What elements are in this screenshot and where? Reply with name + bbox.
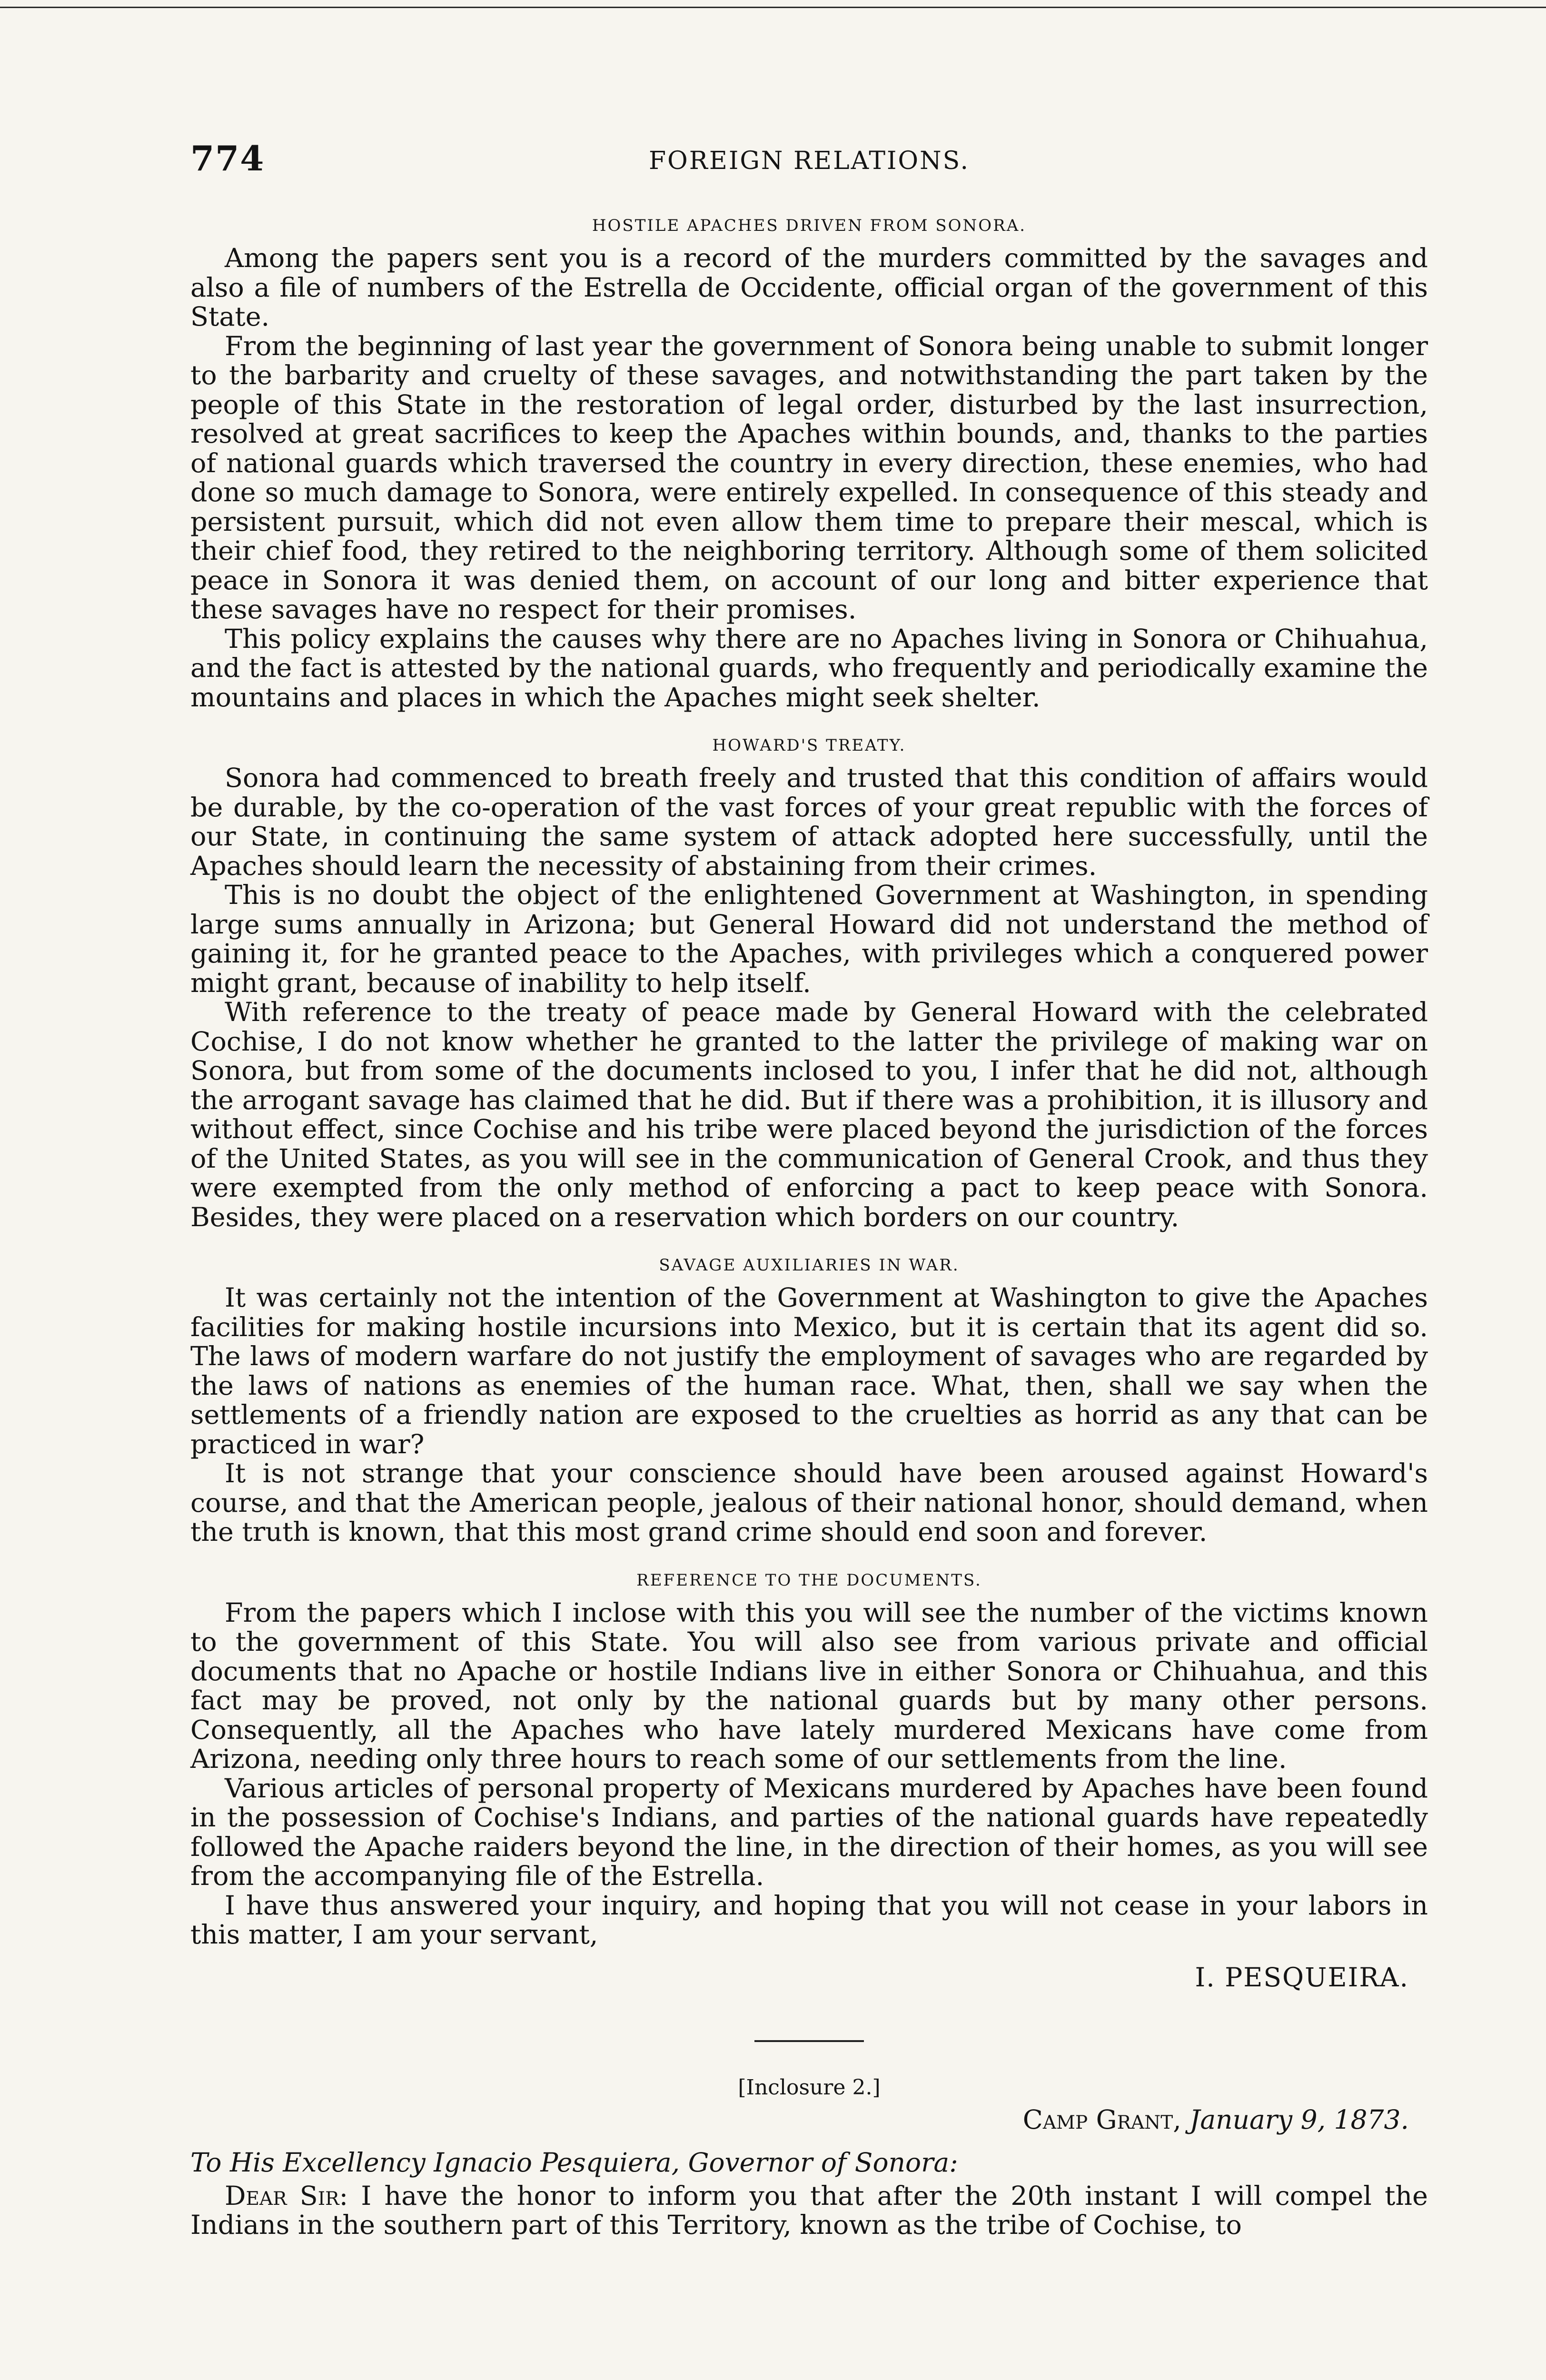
paragraph: It was certainly not the intention of the Government at Washington to give the Apaches facilities for making hostile incursions into Mexico, but it is certain that its agent did so. The laws of modern warfare do not justify the employment of savages who are regarded by the laws of nations as enemies of the human race. What, then, shall we say when the settlements of a friendly nation are exposed to the cruelties as horrid as any that can be practiced in war? <box>190 1282 1428 1460</box>
section-divider <box>754 2040 864 2042</box>
section-heading: HOSTILE APACHES DRIVEN FROM SONORA. <box>592 216 1027 235</box>
paragraph: From the papers which I inclose with this you will see the number of the victims known to the government of this State. You will also see from various private and official documents that no Apache or hostile Indians live in either Sonora or Chihuahua, and this fact may be proved, not only by the national guards but by many other persons. Consequently, all the Apaches who have lately murdered Mexicans have come from Arizona, needing only three hours to reach some of our settlements from the line. <box>190 1597 1428 1775</box>
paragraph: This policy explains the causes why there are no Apaches living in Sonora or Chihuahua, and the fact is attested by the national guards, who frequently and periodically examine the mountains and places in which the Apaches might seek shelter. <box>190 623 1428 713</box>
dateline <box>190 2104 1409 2135</box>
section-heading: HOWARD'S TREATY. <box>712 736 906 755</box>
letter-body <box>190 2182 1428 2240</box>
paragraph: Among the papers sent you is a record of the murders committed by the savages and also a file of numbers of the Estrella de Occidente, official organ of the government of this State. <box>190 243 1428 332</box>
section-heading: SAVAGE AUXILIARIES IN WAR. <box>659 1256 960 1275</box>
page-header <box>190 138 1428 186</box>
document-page <box>190 138 1428 2240</box>
page-number: 774 <box>190 138 265 178</box>
paragraph: With reference to the treaty of peace made by General Howard with the celebrated Cochise, I do not know whether he granted to the latter the privilege of making war on Sonora, but from some of the documents inclosed to you, I infer that he did not, although the arrogant savage has claimed that he did. But if there was a prohibition, it is illusory and without effect, since Cochise and his tribe were placed beyond the jurisdiction of the forces of the United States, as you will see in the communication of General Crook, and thus they were exempted from the only method of enforcing a pact to keep peace with Sonora. Besides, they were placed on a reservation which borders on our country. <box>190 997 1428 1233</box>
section-howards-treaty <box>190 736 1428 1232</box>
paragraph: I have thus answered your inquiry, and hoping that you will not cease in your labors in this matter, I am your servant, <box>190 1890 1428 1950</box>
paragraph: From the beginning of last year the government of Sonora being unable to submit longer to the barbarity and cruelty of these savages, and notwithstanding the part taken by the people of this State in the restoration of legal order, disturbed by the last insurrection, resolved at great sacrifices to keep the Apaches within bounds, and, thanks to the parties of national guards which traversed the country in every direction, these enemies, who had done so much damage to Sonora, were entirely expelled. In consequence of this steady and persistent pursuit, which did not even allow them time to prepare their mescal, which is their chief food, they retired to the neighboring territory. Although some of them solicited peace in Sonora it was denied them, on account of our long and bitter experience that these savages have no respect for their promises. <box>190 330 1428 625</box>
signature: I. PESQUEIRA. <box>1195 1962 1409 1993</box>
letter-text: I have the honor to inform you that after the 20th instant I will compel the Indians in the southern part of this Territory, known as the tribe of Cochise, to <box>190 2180 1428 2241</box>
section-reference-documents <box>190 1571 1428 1950</box>
paragraph: It is not strange that your conscience should have been aroused against Howard's course, and that the American people, jealous of their national honor, should demand, when the truth is known, that this most grand crime should end soon and forever. <box>190 1458 1428 1547</box>
section-heading: REFERENCE TO THE DOCUMENTS. <box>636 1570 982 1590</box>
dateline-date: January 9, 1873. <box>1189 2104 1409 2135</box>
dateline-place: Camp Grant, <box>1022 2104 1181 2135</box>
paragraph: This is no doubt the object of the enlightened Government at Washington, in spending large sums annually in Arizona; but General Howard did not understand the method of gaining it, for he granted peace to the Apaches, with privileges which a conquered power might grant, because of inability to help itself. <box>190 880 1428 999</box>
letter-address: To His Excellency Ignacio Pesquiera, Governor of Sonora: <box>190 2147 958 2178</box>
letter-salutation: Dear Sir: <box>225 2180 348 2211</box>
paragraph: Various articles of personal property of Mexicans murdered by Apaches have been found in the possession of Cochise's Indians, and parties of the national guards have repeatedly followed the Apache raiders beyond the line, in the direction of their homes, as you will see from the accompanying file of the Estrella. <box>190 1773 1428 1892</box>
enclosure-label: [Inclosure 2.] <box>738 2075 881 2100</box>
section-savage-auxiliaries <box>190 1256 1428 1547</box>
running-head: FOREIGN RELATIONS. <box>649 147 970 175</box>
paragraph: Sonora had commenced to breath freely and trusted that this condition of affairs would be durable, by the co-operation of the vast forces of your great republic with the forces of our State, in continuing the same system of attack adopted here successfully, until the Apaches should learn the necessity of abstaining from their crimes. <box>190 763 1428 882</box>
section-hostile-apaches <box>190 216 1428 712</box>
top-border-rule <box>0 7 1546 8</box>
